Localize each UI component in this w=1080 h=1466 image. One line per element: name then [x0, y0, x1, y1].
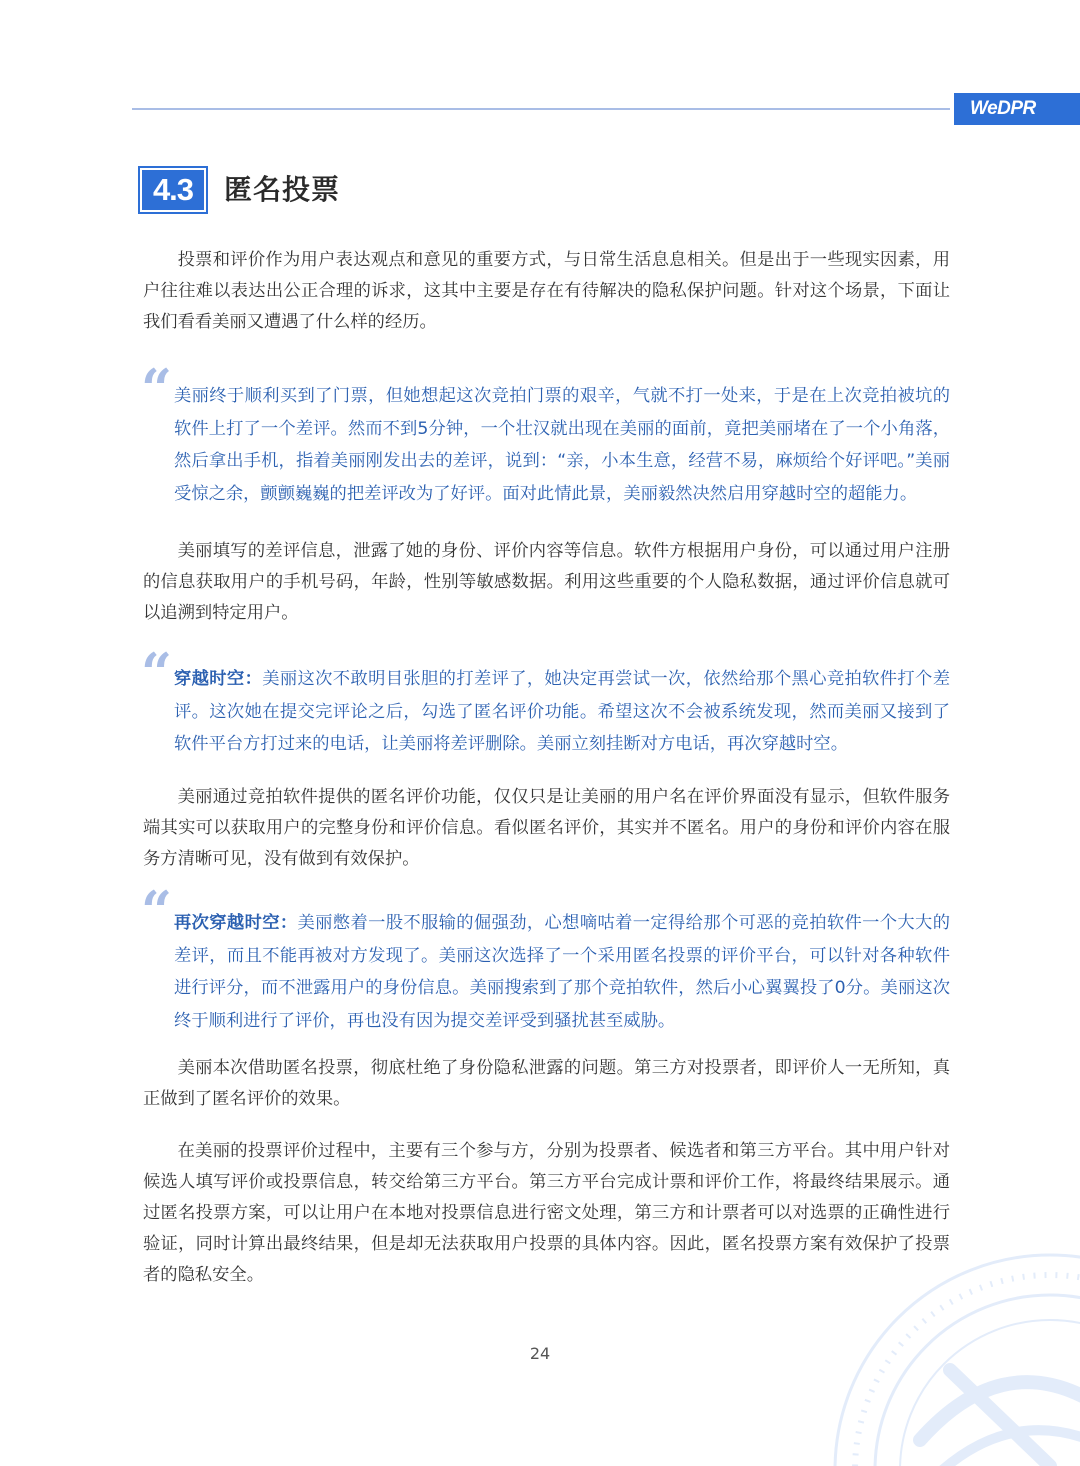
section-title: 匿名投票: [224, 173, 341, 206]
privacy-eye-watermark-icon: [800, 1240, 1080, 1466]
analysis-paragraph-1: 美丽填写的差评信息，泄露了她的身份、评价内容等信息。软件方根据用户身份，可以通过用户注册的信息获取用户的手机号码，年龄，性别等敏感数据。利用这些重要的个人隐私数据，通过评价信息就可以追溯到特定用户。: [143, 541, 950, 623]
quote-mark-icon: “: [141, 357, 173, 421]
intro-paragraph: 投票和评价作为用户表达观点和意见的重要方式，与日常生活息息相关。但是出于一些现实因素，用户往往难以表达出公正合理的诉求，这其中主要是存在有待解决的隐私保护问题。针对这个场景，下面让我们看看美丽又遭遇了什么样的经历。: [143, 250, 950, 332]
wedpr-logo: WeDPR: [954, 93, 1080, 125]
story-quote-1: [174, 380, 950, 510]
quote-text: 美丽憋着一股不服输的倔强劲，心想嘀咕着一定得给那个可恶的竞拍软件一个大大的差评，而且不能再被对方发现了。美丽这次选择了一个采用匿名投票的评价平台，可以针对各种软件进行评分，而不泄露用户的身份信息。美丽搜索到了那个竞拍软件，然后小心翼翼投了0分。美丽这次终于顺利进行了评价，再也没有因为提交差评受到骚扰甚至威胁。: [174, 913, 950, 1031]
quote-text: 美丽终于顺利买到了门票，但她想起这次竞拍门票的艰辛，气就不打一处来，于是在上次竞拍被坑的软件上打了一个差评。然而不到5分钟，一个壮汉就出现在美丽的面前，竟把美丽堵在了一个小角落，然后拿出手机，指着美丽刚发出去的差评，说到：“亲，小本生意，经营不易，麻烦给个好评吧。”美丽受惊之余，颤颤巍巍的把差评改为了好评。面对此情此景，美丽毅然决然启用穿越时空的超能力。: [174, 386, 950, 504]
page-number: 24: [529, 1344, 551, 1363]
quote-lead: 穿越时空：: [174, 669, 263, 689]
story-quote-2: [174, 663, 950, 761]
quote-lead: 再次穿越时空：: [174, 913, 298, 933]
section-number: 4.3: [140, 168, 206, 212]
analysis-paragraph-2: 美丽通过竞拍软件提供的匿名评价功能，仅仅只是让美丽的用户名在评价界面没有显示，但软件服务端其实可以获取用户的完整身份和评价信息。看似匿名评价，其实并不匿名。用户的身份和评价内容在服务方清晰可见，没有做到有效保护。: [143, 787, 950, 869]
header-rule: [132, 108, 950, 110]
story-quote-3: [174, 907, 950, 1037]
quote-text: 美丽这次不敢明目张胆的打差评了，她决定再尝试一次，依然给那个黑心竞拍软件打个差评。这次她在提交完评论之后，勾选了匿名评价功能。希望这次不会被系统发现，然而美丽又接到了软件平台方打过来的电话，让美丽将差评删除。美丽立刻挂断对方电话，再次穿越时空。: [174, 669, 950, 754]
conclusion-paragraph: 美丽本次借助匿名投票，彻底杜绝了身份隐私泄露的问题。第三方对投票者，即评价人一无所知，真正做到了匿名评价的效果。: [143, 1058, 950, 1109]
process-paragraph: 在美丽的投票评价过程中，主要有三个参与方，分别为投票者、候选者和第三方平台。其中用户针对候选人填写评价或投票信息，转交给第三方平台。第三方平台完成计票和评价工作，将最终结果展示。通过匿名投票方案，可以让用户在本地对投票信息进行密文处理，第三方和计票者可以对选票的正确性进行验证，同时计算出最终结果，但是却无法获取用户投票的具体内容。因此，匿名投票方案有效保护了投票者的隐私安全。: [143, 1141, 950, 1285]
quote-mark-icon: “: [141, 879, 173, 943]
quote-mark-icon: “: [141, 641, 173, 705]
